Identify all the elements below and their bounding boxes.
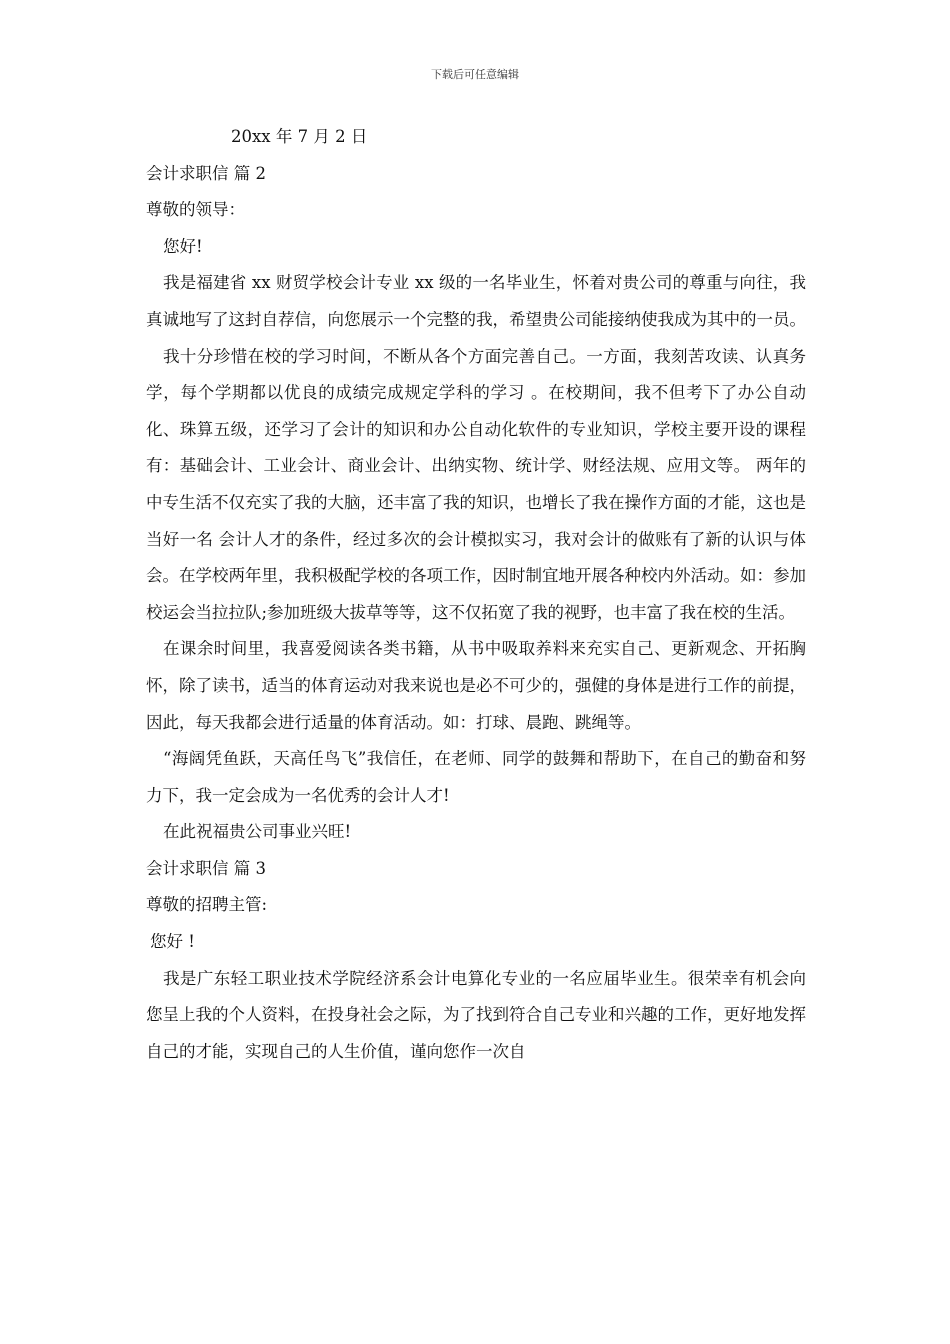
- paragraph: 在此祝福贵公司事业兴旺!: [163, 822, 352, 842]
- greeting: 您好!: [163, 236, 203, 256]
- section-title: 会计求职信 篇 3: [146, 858, 266, 878]
- paragraph: 我十分珍惜在校的学习时间，不断从各个方面完善自己。一方面，我刻苦攻读、认真务学，每个学期都以优良的成绩完成规定学科的学习 。在校期间，我不但考下了办公自动化、珠算五级，还学习了会计的知识和办公自动化软件的专业知识，学校主要开设的课程有：基础会计、工业会计、商业会计、出纳实物、统计学、财经法规、应用文等。 两年的中专生活不仅充实了我的大脑，还丰富了我的知识，也增长了我在操作方面的才能，这也是当好一名 会计人才的条件，经过多次的会计模拟实习，我对会计的做账有了新的认识与体会。在学校两年里，我积极配学校的各项工作，因时制宜地开展各种校内外活动。如：参加校运会当拉拉队;参加班级大拔草等等，这不仅拓宽了我的视野，也丰富了我在校的生活。: [146, 346, 806, 622]
- paragraph: 我是福建省 xx 财贸学校会计专业 xx 级的一名毕业生，怀着对贵公司的尊重与向往，我真诚地写了这封自荐信，向您展示一个完整的我，希望贵公司能接纳使我成为其中的一员。: [146, 273, 806, 329]
- paragraph: 我是广东轻工职业技术学院经济系会计电算化专业的一名应届毕业生。很荣幸有机会向您呈上我的个人资料，在投身社会之际，为了找到符合自己专业和兴趣的工作，更好地发挥自己的才能，实现自己的人生价值，谨向您作一次自: [146, 968, 806, 1061]
- paragraph: 在课余时间里，我喜爱阅读各类书籍，从书中吸取养料来充实自己、更新观念、开拓胸怀，除了读书，适当的体育运动对我来说也是必不可少的，强健的身体是进行工作的前提，因此，每天我都会进行适量的体育活动。如：打球、晨跑、跳绳等。: [146, 639, 806, 732]
- letter-date: 20xx 年 7 月 2 日: [231, 127, 368, 146]
- document-body: [146, 119, 806, 1070]
- greeting: 您好 !: [150, 932, 195, 952]
- salutation: 尊敬的领导：: [146, 200, 245, 220]
- paragraph: “海阔凭鱼跃，天高任鸟飞”我信任，在老师、同学的鼓舞和帮助下，在自己的勤奋和努力下，我一定会成为一名优秀的会计人才!: [146, 749, 806, 805]
- page-header: 下载后可任意编辑: [431, 68, 519, 81]
- salutation: 尊敬的招聘主管:: [146, 895, 268, 915]
- section-title: 会计求职信 篇 2: [146, 163, 266, 183]
